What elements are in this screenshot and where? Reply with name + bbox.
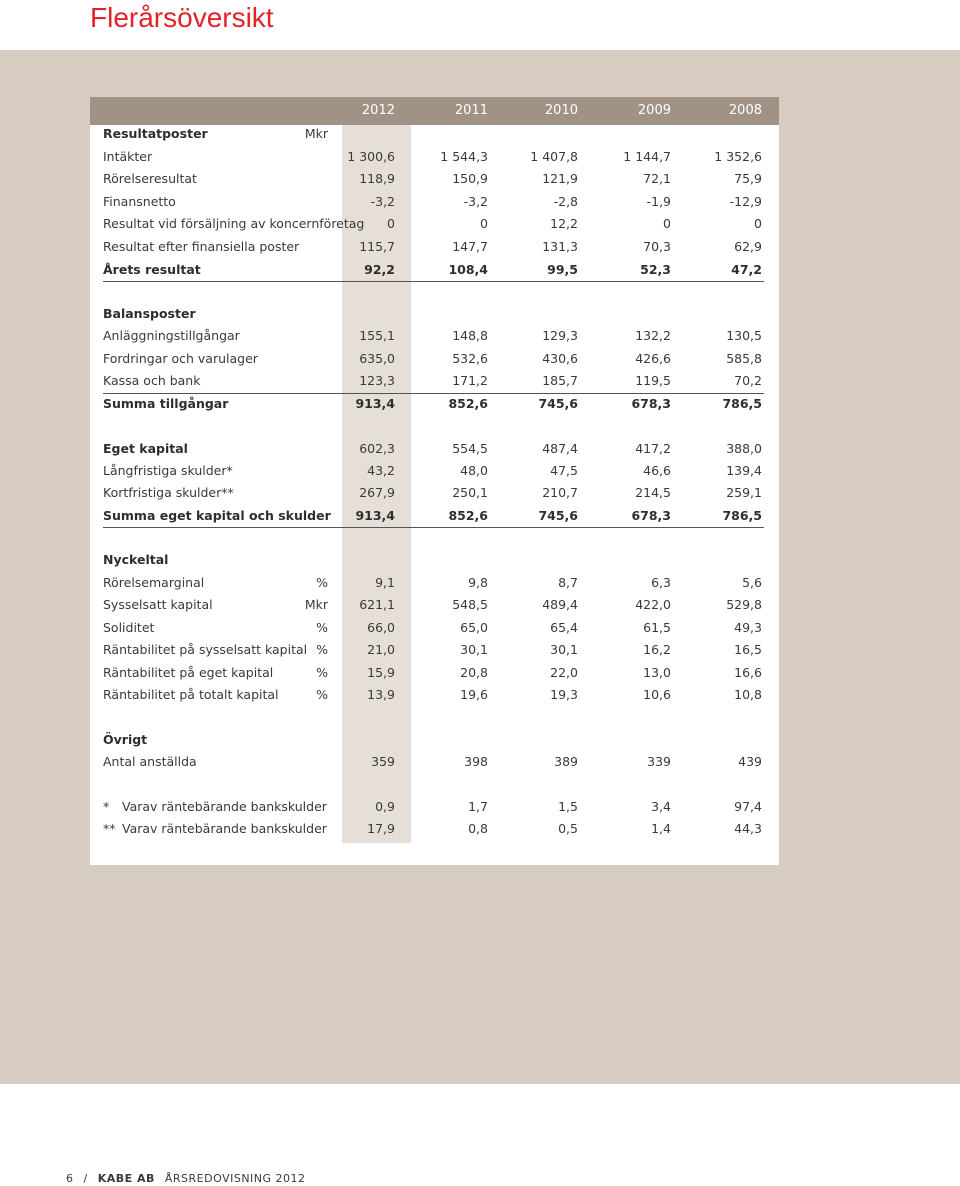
value-2009: 678,3	[631, 508, 671, 523]
value-2008: 44,3	[734, 821, 762, 836]
value-2010: 99,5	[547, 262, 578, 277]
year-2010: 2010	[544, 103, 578, 118]
table-row	[90, 639, 779, 661]
value-2011: 65,0	[460, 620, 488, 635]
table-row	[90, 617, 779, 639]
section-title: Nyckeltal	[103, 552, 169, 567]
year-header-row	[90, 100, 779, 122]
value-2008: 786,5	[722, 508, 762, 523]
row-label: Räntabilitet på eget kapital	[103, 665, 274, 680]
value-2008: 97,4	[734, 799, 762, 814]
table-row	[90, 662, 779, 684]
value-2009: 417,2	[635, 441, 671, 456]
value-2010: 210,7	[542, 485, 578, 500]
value-2012: 1 300,6	[347, 149, 395, 164]
value-2009: 678,3	[631, 396, 671, 411]
unit: %	[316, 642, 328, 657]
table-row	[90, 168, 779, 190]
table-row	[90, 460, 779, 482]
value-2008: -12,9	[729, 194, 762, 209]
value-2009: 119,5	[635, 373, 671, 388]
page-footer	[66, 1172, 312, 1185]
value-2010: 389	[554, 754, 578, 769]
value-2011: 20,8	[460, 665, 488, 680]
value-2011: 48,0	[460, 463, 488, 478]
value-2012: 155,1	[359, 328, 395, 343]
row-label: Kortfristiga skulder**	[103, 485, 234, 500]
footnote-row	[90, 796, 779, 818]
row-label: Räntabilitet på totalt kapital	[103, 687, 279, 702]
value-2008: 70,2	[734, 373, 762, 388]
table-row	[90, 438, 779, 460]
value-2010: 12,2	[550, 216, 578, 231]
footnote-mark: *	[103, 799, 110, 814]
value-2011: 19,6	[460, 687, 488, 702]
value-2012: 9,1	[375, 575, 395, 590]
value-2012: 115,7	[359, 239, 395, 254]
total-row	[90, 393, 779, 415]
value-2012: 92,2	[364, 262, 395, 277]
value-2009: 46,6	[643, 463, 671, 478]
value-2008: 5,6	[742, 575, 762, 590]
value-2009: -1,9	[646, 194, 671, 209]
value-2008: 16,6	[734, 665, 762, 680]
row-label: Antal anställda	[103, 754, 197, 769]
company-name: KABE AB	[97, 1172, 155, 1185]
value-2012: 913,4	[355, 396, 395, 411]
table-row	[90, 482, 779, 504]
year-2011: 2011	[454, 103, 488, 118]
row-label: Kassa och bank	[103, 373, 201, 388]
total-divider	[103, 527, 764, 528]
value-2008: 388,0	[726, 441, 762, 456]
total-row	[90, 505, 779, 527]
value-2011: 554,5	[452, 441, 488, 456]
value-2011: 0,8	[468, 821, 488, 836]
value-2012: 13,9	[367, 687, 395, 702]
table-row	[90, 146, 779, 168]
value-2010: 487,4	[542, 441, 578, 456]
value-2010: 745,6	[538, 508, 578, 523]
unit: %	[316, 687, 328, 702]
value-2009: 3,4	[651, 799, 671, 814]
value-2009: 6,3	[651, 575, 671, 590]
value-2010: 8,7	[558, 575, 578, 590]
row-label: Räntabilitet på sysselsatt kapital	[103, 642, 308, 657]
value-2011: 108,4	[448, 262, 488, 277]
value-2008: 529,8	[726, 597, 762, 612]
value-2011: 1 544,3	[440, 149, 488, 164]
value-2010: 1 407,8	[530, 149, 578, 164]
financial-table	[90, 97, 779, 865]
value-2009: 339	[647, 754, 671, 769]
section-heading	[90, 303, 779, 325]
value-2008: 10,8	[734, 687, 762, 702]
report-name: ÅRSREDOVISNING 2012	[164, 1172, 306, 1185]
row-label: Rörelseresultat	[103, 171, 197, 186]
year-2009: 2009	[637, 103, 671, 118]
value-2011: 548,5	[452, 597, 488, 612]
value-2010: 185,7	[542, 373, 578, 388]
unit: %	[316, 665, 328, 680]
table-row	[90, 325, 779, 347]
value-2009: 0	[663, 216, 671, 231]
value-2009: 61,5	[643, 620, 671, 635]
value-2011: 150,9	[452, 171, 488, 186]
page-title: Flerårsöversikt	[90, 2, 274, 33]
table-row	[90, 751, 779, 773]
value-2010: 47,5	[550, 463, 578, 478]
value-2012: 66,0	[367, 620, 395, 635]
value-2012: 123,3	[359, 373, 395, 388]
value-2011: 852,6	[448, 508, 488, 523]
value-2010: 22,0	[550, 665, 578, 680]
value-2011: 250,1	[452, 485, 488, 500]
value-2010: 745,6	[538, 396, 578, 411]
value-2008: 1 352,6	[714, 149, 762, 164]
footnote-label: Varav räntebärande bankskulder	[122, 821, 327, 836]
value-2009: 132,2	[635, 328, 671, 343]
value-2011: 0	[480, 216, 488, 231]
row-label: Resultat efter finansiella poster	[103, 239, 300, 254]
value-2008: 16,5	[734, 642, 762, 657]
row-label: Soliditet	[103, 620, 155, 635]
value-2012: 15,9	[367, 665, 395, 680]
value-2010: 30,1	[550, 642, 578, 657]
value-2010: 121,9	[542, 171, 578, 186]
value-2011: 171,2	[452, 373, 488, 388]
row-label: Långfristiga skulder*	[103, 463, 233, 478]
footnote-label: Varav räntebärande bankskulder	[122, 799, 327, 814]
value-2008: 259,1	[726, 485, 762, 500]
value-2011: 148,8	[452, 328, 488, 343]
value-2009: 422,0	[635, 597, 671, 612]
value-2012: 913,4	[355, 508, 395, 523]
section-title: Resultatposter	[103, 126, 208, 141]
value-2008: 47,2	[731, 262, 762, 277]
row-label: Summa eget kapital och skulder	[103, 508, 331, 523]
value-2012: -3,2	[370, 194, 395, 209]
value-2010: -2,8	[553, 194, 578, 209]
value-2012: 602,3	[359, 441, 395, 456]
row-label: Intäkter	[103, 149, 153, 164]
value-2011: 9,8	[468, 575, 488, 590]
unit: Mkr	[304, 126, 328, 141]
row-label: Rörelsemarginal	[103, 575, 205, 590]
row-label: Anläggningstillgångar	[103, 328, 240, 343]
row-label: Årets resultat	[103, 262, 201, 277]
table-row	[90, 684, 779, 706]
value-2008: 585,8	[726, 351, 762, 366]
value-2012: 17,9	[367, 821, 395, 836]
unit: Mkr	[304, 597, 328, 612]
year-2012: 2012	[361, 103, 395, 118]
value-2008: 0	[754, 216, 762, 231]
value-2011: 398	[464, 754, 488, 769]
row-label: Eget kapital	[103, 441, 188, 456]
value-2008: 62,9	[734, 239, 762, 254]
value-2009: 72,1	[643, 171, 671, 186]
row-label: Resultat vid försäljning av koncernföretag	[103, 216, 365, 231]
value-2010: 129,3	[542, 328, 578, 343]
value-2008: 130,5	[726, 328, 762, 343]
table-row	[90, 213, 779, 235]
value-2008: 49,3	[734, 620, 762, 635]
value-2009: 426,6	[635, 351, 671, 366]
value-2010: 430,6	[542, 351, 578, 366]
value-2010: 65,4	[550, 620, 578, 635]
value-2009: 10,6	[643, 687, 671, 702]
table-row	[90, 370, 779, 392]
value-2009: 16,2	[643, 642, 671, 657]
section-heading	[90, 549, 779, 571]
value-2011: 1,7	[468, 799, 488, 814]
value-2009: 70,3	[643, 239, 671, 254]
row-label: Finansnetto	[103, 194, 176, 209]
value-2011: -3,2	[463, 194, 488, 209]
row-label: Sysselsatt kapital	[103, 597, 213, 612]
total-divider	[103, 281, 764, 282]
table-row	[90, 236, 779, 258]
table-row	[90, 572, 779, 594]
value-2008: 139,4	[726, 463, 762, 478]
section-title: Balansposter	[103, 306, 196, 321]
value-2010: 19,3	[550, 687, 578, 702]
value-2010: 489,4	[542, 597, 578, 612]
value-2009: 1,4	[651, 821, 671, 836]
section-heading	[90, 123, 779, 145]
value-2011: 30,1	[460, 642, 488, 657]
unit: %	[316, 575, 328, 590]
value-2010: 131,3	[542, 239, 578, 254]
value-2010: 1,5	[558, 799, 578, 814]
unit: %	[316, 620, 328, 635]
table-row	[90, 348, 779, 370]
table-row	[90, 191, 779, 213]
table-row	[90, 594, 779, 616]
footnote-row	[90, 818, 779, 840]
value-2008: 786,5	[722, 396, 762, 411]
footnote-mark: **	[103, 821, 116, 836]
row-label: Summa tillgångar	[103, 396, 229, 411]
value-2008: 75,9	[734, 171, 762, 186]
footer-separator: /	[83, 1172, 88, 1185]
value-2012: 621,1	[359, 597, 395, 612]
value-2011: 532,6	[452, 351, 488, 366]
value-2012: 118,9	[359, 171, 395, 186]
value-2009: 52,3	[640, 262, 671, 277]
total-row	[90, 259, 779, 281]
value-2012: 43,2	[367, 463, 395, 478]
value-2008: 439	[738, 754, 762, 769]
page-number: 6	[66, 1172, 74, 1185]
value-2009: 13,0	[643, 665, 671, 680]
value-2012: 0	[387, 216, 395, 231]
section-title: Övrigt	[103, 732, 148, 747]
value-2010: 0,5	[558, 821, 578, 836]
value-2012: 267,9	[359, 485, 395, 500]
value-2009: 214,5	[635, 485, 671, 500]
section-heading	[90, 729, 779, 751]
row-label: Fordringar och varulager	[103, 351, 258, 366]
value-2011: 852,6	[448, 396, 488, 411]
value-2011: 147,7	[452, 239, 488, 254]
year-2008: 2008	[728, 103, 762, 118]
value-2009: 1 144,7	[623, 149, 671, 164]
value-2012: 21,0	[367, 642, 395, 657]
value-2012: 0,9	[375, 799, 395, 814]
value-2012: 359	[371, 754, 395, 769]
value-2012: 635,0	[359, 351, 395, 366]
